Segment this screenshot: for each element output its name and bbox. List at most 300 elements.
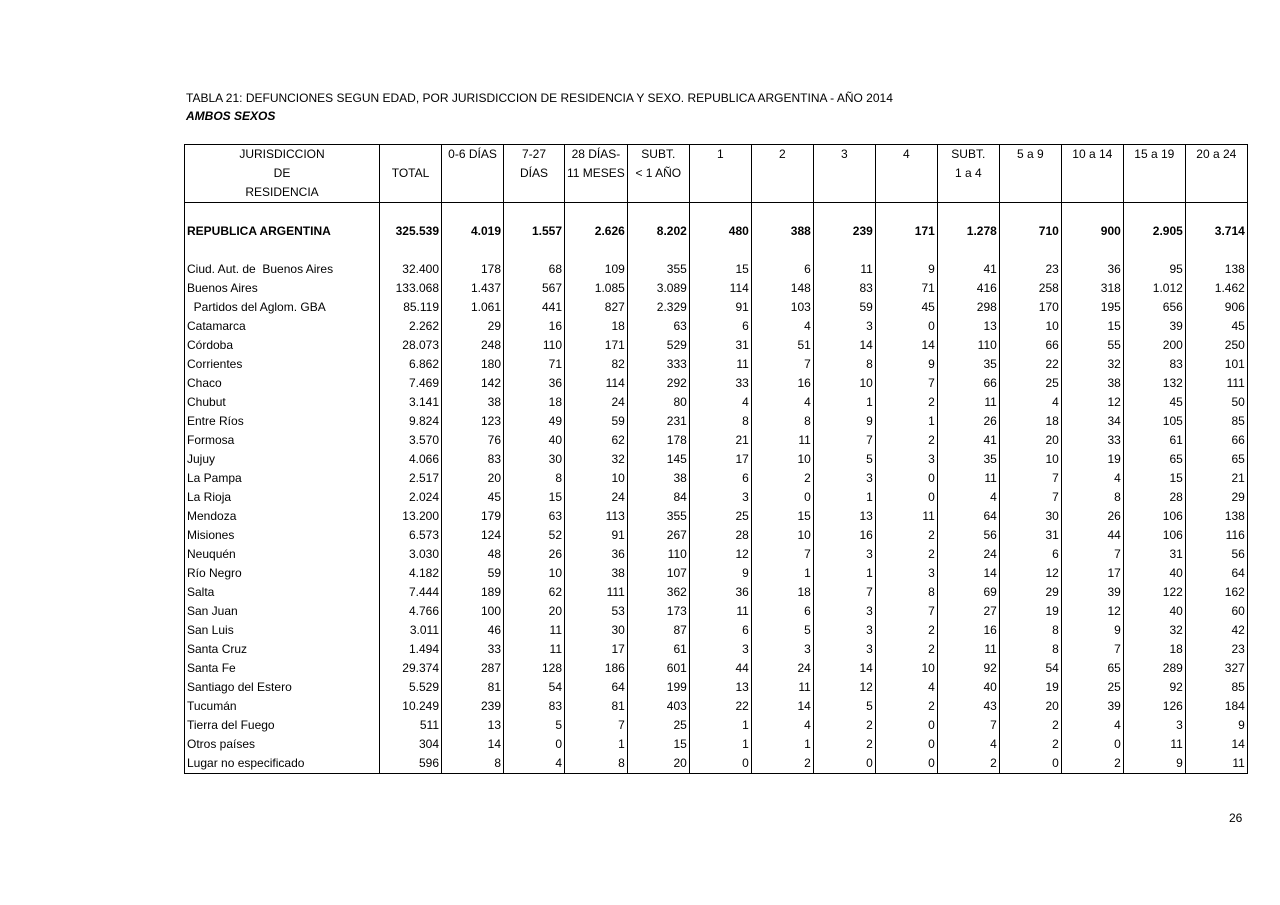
value-cell: 3.011 <box>380 621 442 640</box>
value-cell: 33 <box>1061 431 1123 450</box>
value-cell: 8 <box>565 754 628 774</box>
value-cell: 480 <box>689 222 751 241</box>
value-cell: 18 <box>1123 640 1185 659</box>
column-header: 5 a 9 <box>999 145 1061 165</box>
column-header <box>627 183 689 203</box>
value-cell: 1.437 <box>442 279 504 298</box>
value-cell: 59 <box>442 564 504 583</box>
jurisdiction-cell: San Juan <box>185 602 380 621</box>
value-cell: 59 <box>565 412 628 431</box>
value-cell: 8 <box>875 583 937 602</box>
value-cell: 123 <box>442 412 504 431</box>
value-cell: 258 <box>999 279 1061 298</box>
value-cell: 0 <box>875 716 937 735</box>
value-cell: 11 <box>937 640 999 659</box>
value-cell: 11 <box>1185 754 1247 774</box>
jurisdiction-cell: Neuquén <box>185 545 380 564</box>
value-cell: 12 <box>999 564 1061 583</box>
value-cell: 40 <box>504 431 565 450</box>
value-cell: 85.119 <box>380 298 442 317</box>
value-cell: 8.202 <box>627 222 689 241</box>
value-cell: 10 <box>875 659 937 678</box>
value-cell: 18 <box>504 393 565 412</box>
value-cell: 267 <box>627 526 689 545</box>
value-cell: 59 <box>813 298 875 317</box>
value-cell: 318 <box>1061 279 1123 298</box>
column-header <box>1185 183 1247 203</box>
value-cell: 33 <box>689 374 751 393</box>
value-cell: 171 <box>565 336 628 355</box>
value-cell: 71 <box>504 355 565 374</box>
value-cell: 0 <box>504 735 565 754</box>
value-cell: 7 <box>813 583 875 602</box>
table-row <box>185 412 1248 431</box>
header-row <box>185 145 1248 165</box>
value-cell: 13 <box>937 317 999 336</box>
value-cell: 107 <box>627 564 689 583</box>
value-cell: 4 <box>875 678 937 697</box>
empty-cell <box>1123 203 1185 223</box>
value-cell: 30 <box>504 450 565 469</box>
value-cell: 10 <box>565 469 628 488</box>
value-cell: 7.444 <box>380 583 442 602</box>
empty-cell <box>442 241 504 260</box>
column-header <box>380 183 442 203</box>
value-cell: 15 <box>751 507 813 526</box>
header-row <box>185 164 1248 183</box>
value-cell: 18 <box>751 583 813 602</box>
value-cell: 15 <box>1123 469 1185 488</box>
jurisdiction-cell: Lugar no especificado <box>185 754 380 774</box>
value-cell: 24 <box>565 488 628 507</box>
empty-cell <box>185 203 380 223</box>
value-cell: 41 <box>937 260 999 279</box>
value-cell: 3 <box>813 602 875 621</box>
value-cell: 12 <box>1061 393 1123 412</box>
value-cell: 105 <box>1123 412 1185 431</box>
value-cell: 3 <box>813 469 875 488</box>
column-header <box>875 164 937 183</box>
value-cell: 199 <box>627 678 689 697</box>
value-cell: 13 <box>813 507 875 526</box>
value-cell: 0 <box>875 469 937 488</box>
value-cell: 11 <box>937 469 999 488</box>
value-cell: 128 <box>504 659 565 678</box>
value-cell: 61 <box>1123 431 1185 450</box>
empty-cell <box>185 241 380 260</box>
value-cell: 2 <box>875 393 937 412</box>
value-cell: 304 <box>380 735 442 754</box>
empty-cell <box>627 241 689 260</box>
column-header <box>1123 183 1185 203</box>
value-cell: 3 <box>689 640 751 659</box>
value-cell: 148 <box>751 279 813 298</box>
value-cell: 2 <box>999 716 1061 735</box>
value-cell: 138 <box>1185 260 1247 279</box>
value-cell: 69 <box>937 583 999 602</box>
value-cell: 66 <box>1185 431 1247 450</box>
value-cell: 81 <box>442 678 504 697</box>
value-cell: 2.329 <box>627 298 689 317</box>
empty-cell <box>1061 241 1123 260</box>
value-cell: 145 <box>627 450 689 469</box>
empty-cell <box>689 203 751 223</box>
value-cell: 12 <box>1061 602 1123 621</box>
value-cell: 38 <box>442 393 504 412</box>
value-cell: 2 <box>875 621 937 640</box>
value-cell: 29.374 <box>380 659 442 678</box>
value-cell: 289 <box>1123 659 1185 678</box>
value-cell: 76 <box>442 431 504 450</box>
value-cell: 1 <box>689 735 751 754</box>
table-row <box>185 488 1248 507</box>
value-cell: 80 <box>627 393 689 412</box>
column-header: DE <box>185 164 380 183</box>
value-cell: 15 <box>627 735 689 754</box>
spacer-row <box>185 241 1248 260</box>
column-header <box>1123 164 1185 183</box>
value-cell: 0 <box>875 754 937 774</box>
value-cell: 416 <box>937 279 999 298</box>
value-cell: 32 <box>1123 621 1185 640</box>
value-cell: 13 <box>689 678 751 697</box>
value-cell: 14 <box>813 659 875 678</box>
value-cell: 109 <box>565 260 628 279</box>
value-cell: 4.766 <box>380 602 442 621</box>
value-cell: 34 <box>1061 412 1123 431</box>
value-cell: 231 <box>627 412 689 431</box>
value-cell: 3.714 <box>1185 222 1247 241</box>
value-cell: 20 <box>999 697 1061 716</box>
value-cell: 906 <box>1185 298 1247 317</box>
value-cell: 11 <box>689 355 751 374</box>
table-row <box>185 336 1248 355</box>
value-cell: 2.905 <box>1123 222 1185 241</box>
value-cell: 0 <box>751 488 813 507</box>
value-cell: 10 <box>751 450 813 469</box>
column-header: < 1 AÑO <box>627 164 689 183</box>
jurisdiction-cell: Catamarca <box>185 317 380 336</box>
value-cell: 39 <box>1123 317 1185 336</box>
value-cell: 3.141 <box>380 393 442 412</box>
value-cell: 4 <box>504 754 565 774</box>
value-cell: 114 <box>689 279 751 298</box>
value-cell: 6 <box>751 260 813 279</box>
value-cell: 178 <box>627 431 689 450</box>
value-cell: 6 <box>689 317 751 336</box>
value-cell: 106 <box>1123 526 1185 545</box>
value-cell: 1 <box>565 735 628 754</box>
value-cell: 20 <box>627 754 689 774</box>
value-cell: 24 <box>565 393 628 412</box>
value-cell: 8 <box>813 355 875 374</box>
value-cell: 110 <box>627 545 689 564</box>
value-cell: 6.862 <box>380 355 442 374</box>
value-cell: 25 <box>627 716 689 735</box>
value-cell: 239 <box>813 222 875 241</box>
value-cell: 101 <box>1185 355 1247 374</box>
value-cell: 19 <box>999 678 1061 697</box>
value-cell: 1.061 <box>442 298 504 317</box>
jurisdiction-cell: Formosa <box>185 431 380 450</box>
jurisdiction-cell: Partidos del Aglom. GBA <box>185 298 380 317</box>
value-cell: 35 <box>937 450 999 469</box>
value-cell: 14 <box>442 735 504 754</box>
value-cell: 36 <box>504 374 565 393</box>
value-cell: 17 <box>1061 564 1123 583</box>
value-cell: 6 <box>689 469 751 488</box>
value-cell: 81 <box>565 697 628 716</box>
value-cell: 92 <box>1123 678 1185 697</box>
jurisdiction-cell: Chubut <box>185 393 380 412</box>
value-cell: 142 <box>442 374 504 393</box>
value-cell: 31 <box>689 336 751 355</box>
value-cell: 95 <box>1123 260 1185 279</box>
value-cell: 4 <box>1061 716 1123 735</box>
jurisdiction-cell: Salta <box>185 583 380 602</box>
value-cell: 2.626 <box>565 222 628 241</box>
value-cell: 250 <box>1185 336 1247 355</box>
table-row <box>185 697 1248 716</box>
table-row <box>185 431 1248 450</box>
value-cell: 16 <box>937 621 999 640</box>
value-cell: 29 <box>1185 488 1247 507</box>
value-cell: 3 <box>751 640 813 659</box>
value-cell: 20 <box>442 469 504 488</box>
empty-cell <box>627 203 689 223</box>
value-cell: 10.249 <box>380 697 442 716</box>
column-header: 0-6 DÍAS <box>442 145 504 165</box>
table-row <box>185 678 1248 697</box>
value-cell: 10 <box>999 450 1061 469</box>
value-cell: 66 <box>937 374 999 393</box>
value-cell: 2.262 <box>380 317 442 336</box>
value-cell: 45 <box>1185 317 1247 336</box>
total-row <box>185 222 1248 241</box>
value-cell: 65 <box>1061 659 1123 678</box>
table-title: TABLA 21: DEFUNCIONES SEGUN EDAD, POR JURISDICCION DE RESIDENCIA Y SEXO. REPUBLICA ARGENTINA - AÑO 2014 <box>186 91 893 105</box>
empty-cell <box>813 241 875 260</box>
value-cell: 1 <box>813 393 875 412</box>
value-cell: 292 <box>627 374 689 393</box>
value-cell: 26 <box>937 412 999 431</box>
value-cell: 56 <box>1185 545 1247 564</box>
value-cell: 1 <box>689 716 751 735</box>
value-cell: 53 <box>565 602 628 621</box>
value-cell: 56 <box>937 526 999 545</box>
empty-cell <box>689 241 751 260</box>
value-cell: 13 <box>442 716 504 735</box>
column-header <box>689 164 751 183</box>
value-cell: 388 <box>751 222 813 241</box>
column-header: RESIDENCIA <box>185 183 380 203</box>
jurisdiction-cell: Santa Cruz <box>185 640 380 659</box>
jurisdiction-cell: Tucumán <box>185 697 380 716</box>
value-cell: 113 <box>565 507 628 526</box>
value-cell: 3 <box>875 450 937 469</box>
column-header <box>565 183 628 203</box>
value-cell: 62 <box>565 431 628 450</box>
value-cell: 38 <box>1061 374 1123 393</box>
value-cell: 298 <box>937 298 999 317</box>
column-header <box>1061 183 1123 203</box>
table-row <box>185 602 1248 621</box>
table-row <box>185 279 1248 298</box>
value-cell: 124 <box>442 526 504 545</box>
value-cell: 64 <box>565 678 628 697</box>
value-cell: 184 <box>1185 697 1247 716</box>
value-cell: 39 <box>1061 697 1123 716</box>
value-cell: 54 <box>999 659 1061 678</box>
value-cell: 14 <box>1185 735 1247 754</box>
value-cell: 4 <box>937 488 999 507</box>
value-cell: 110 <box>937 336 999 355</box>
empty-cell <box>875 203 937 223</box>
value-cell: 7 <box>999 488 1061 507</box>
value-cell: 2 <box>1061 754 1123 774</box>
table-row <box>185 526 1248 545</box>
column-header: 20 a 24 <box>1185 145 1247 165</box>
value-cell: 333 <box>627 355 689 374</box>
value-cell: 2.024 <box>380 488 442 507</box>
empty-cell <box>751 203 813 223</box>
value-cell: 2 <box>813 716 875 735</box>
value-cell: 2 <box>999 735 1061 754</box>
value-cell: 51 <box>751 336 813 355</box>
column-header: 15 a 19 <box>1123 145 1185 165</box>
value-cell: 5.529 <box>380 678 442 697</box>
empty-cell <box>1185 241 1247 260</box>
value-cell: 29 <box>999 583 1061 602</box>
empty-cell <box>565 241 628 260</box>
value-cell: 529 <box>627 336 689 355</box>
value-cell: 362 <box>627 583 689 602</box>
value-cell: 9 <box>1185 716 1247 735</box>
value-cell: 84 <box>627 488 689 507</box>
value-cell: 8 <box>689 412 751 431</box>
column-header <box>751 164 813 183</box>
value-cell: 5 <box>813 450 875 469</box>
value-cell: 656 <box>1123 298 1185 317</box>
value-cell: 9 <box>1123 754 1185 774</box>
value-cell: 50 <box>1185 393 1247 412</box>
mortality-table <box>184 144 1248 774</box>
value-cell: 68 <box>504 260 565 279</box>
value-cell: 66 <box>999 336 1061 355</box>
value-cell: 38 <box>627 469 689 488</box>
value-cell: 17 <box>689 450 751 469</box>
value-cell: 1 <box>751 735 813 754</box>
column-header <box>813 183 875 203</box>
empty-cell <box>937 203 999 223</box>
table-row <box>185 659 1248 678</box>
value-cell: 327 <box>1185 659 1247 678</box>
value-cell: 45 <box>442 488 504 507</box>
value-cell: 170 <box>999 298 1061 317</box>
value-cell: 100 <box>442 602 504 621</box>
value-cell: 54 <box>504 678 565 697</box>
value-cell: 2 <box>813 735 875 754</box>
value-cell: 15 <box>689 260 751 279</box>
value-cell: 71 <box>875 279 937 298</box>
value-cell: 11 <box>751 431 813 450</box>
value-cell: 63 <box>627 317 689 336</box>
value-cell: 7 <box>999 469 1061 488</box>
value-cell: 10 <box>813 374 875 393</box>
empty-cell <box>937 241 999 260</box>
value-cell: 2 <box>751 754 813 774</box>
jurisdiction-cell: Corrientes <box>185 355 380 374</box>
value-cell: 24 <box>751 659 813 678</box>
jurisdiction-cell: Misiones <box>185 526 380 545</box>
value-cell: 83 <box>504 697 565 716</box>
jurisdiction-cell: Buenos Aires <box>185 279 380 298</box>
table-row <box>185 317 1248 336</box>
value-cell: 133.068 <box>380 279 442 298</box>
table-row <box>185 621 1248 640</box>
value-cell: 15 <box>504 488 565 507</box>
value-cell: 5 <box>751 621 813 640</box>
value-cell: 116 <box>1185 526 1247 545</box>
value-cell: 2.517 <box>380 469 442 488</box>
value-cell: 710 <box>999 222 1061 241</box>
value-cell: 12 <box>813 678 875 697</box>
table-row <box>185 260 1248 279</box>
value-cell: 11 <box>504 640 565 659</box>
column-header: SUBT. <box>937 145 999 165</box>
value-cell: 16 <box>813 526 875 545</box>
empty-cell <box>999 241 1061 260</box>
value-cell: 1 <box>751 564 813 583</box>
value-cell: 61 <box>627 640 689 659</box>
value-cell: 441 <box>504 298 565 317</box>
value-cell: 132 <box>1123 374 1185 393</box>
value-cell: 45 <box>1123 393 1185 412</box>
table-row <box>185 298 1248 317</box>
value-cell: 0 <box>875 735 937 754</box>
empty-cell <box>1061 203 1123 223</box>
value-cell: 567 <box>504 279 565 298</box>
value-cell: 36 <box>689 583 751 602</box>
table-row <box>185 507 1248 526</box>
value-cell: 36 <box>565 545 628 564</box>
value-cell: 3 <box>813 621 875 640</box>
column-header: 10 a 14 <box>1061 145 1123 165</box>
value-cell: 186 <box>565 659 628 678</box>
jurisdiction-cell: Entre Ríos <box>185 412 380 431</box>
value-cell: 7 <box>813 431 875 450</box>
value-cell: 18 <box>565 317 628 336</box>
empty-cell <box>504 203 565 223</box>
value-cell: 10 <box>504 564 565 583</box>
value-cell: 33 <box>442 640 504 659</box>
value-cell: 325.539 <box>380 222 442 241</box>
value-cell: 111 <box>1185 374 1247 393</box>
value-cell: 3 <box>1123 716 1185 735</box>
value-cell: 31 <box>1123 545 1185 564</box>
value-cell: 41 <box>937 431 999 450</box>
table-row <box>185 374 1248 393</box>
value-cell: 27 <box>937 602 999 621</box>
value-cell: 9 <box>875 355 937 374</box>
value-cell: 200 <box>1123 336 1185 355</box>
value-cell: 40 <box>1123 564 1185 583</box>
jurisdiction-cell: Santa Fe <box>185 659 380 678</box>
value-cell: 110 <box>504 336 565 355</box>
value-cell: 596 <box>380 754 442 774</box>
value-cell: 1.085 <box>565 279 628 298</box>
value-cell: 138 <box>1185 507 1247 526</box>
